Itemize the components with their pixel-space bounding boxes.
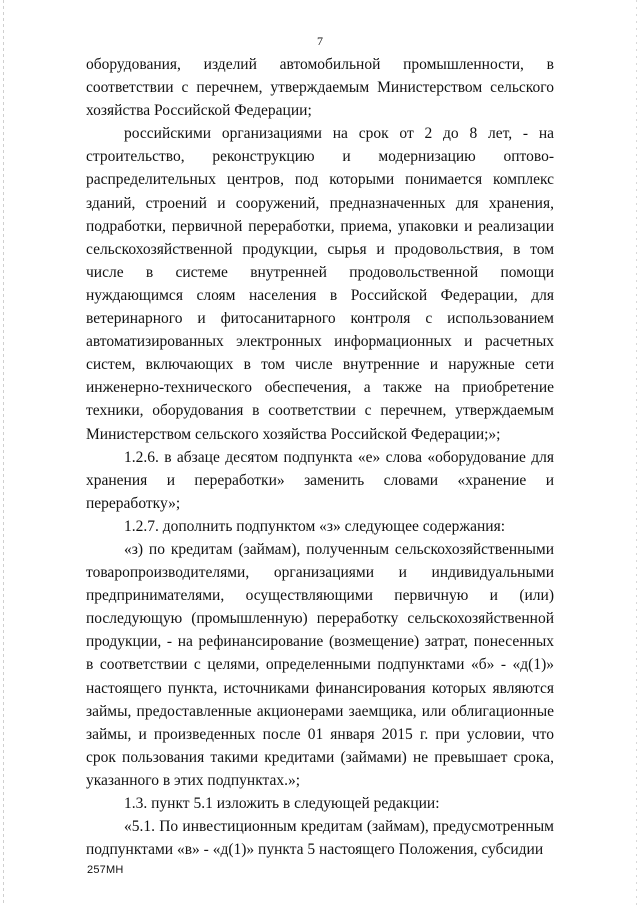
paragraph-continuation: оборудования, изделий автомобильной промышленности, в соответствии с перечнем, утверждаемым Министерством сельского хозяйства Российской Федерации; [86,56,554,120]
paragraph-5-1: «5.1. По инвестиционным кредитам (займам), предусмотренным подпунктами «в» - «д(1)» пункта 5 настоящего Положения, субсидии [86,818,554,859]
paragraph-1-3: 1.3. пункт 5.1 изложить в следующей редакции: [124,795,440,812]
paragraph-subpoint-z: «з) по кредитам (займам), полученным сельскохозяйственными товаропроизводителями, организациями и индивидуальными предпринимателями, осуществляющими первичную и (или) последующую (промышленную) переработку сельскохозяйственной продукции, - на рефинансирование (возмещение) затрат, понесенных в соответствии с целями, определенными подпунктами «б» - «д(1)» настоящего пункта, источниками финансирования которых являются займы, предоставленные акционерами заемщика, или облигационные займы, и произведенных после 01 января 2015 г. при условии, что срок пользования такими кредитами (займами) не превышает срока, указанного в этих подпунктах.»; [86,540,554,789]
document-code: 257МН [87,864,124,876]
paragraph-1-2-6: 1.2.6. в абзаце десятом подпункта «е» слова «оборудование для хранения и переработки» заменить словами «хранение и переработку»; [86,448,554,512]
scan-edge-left [3,0,4,905]
document-body [86,53,554,861]
page-number: 7 [317,34,323,48]
paragraph-1-2-7: 1.2.7. дополнить подпунктом «з» следующее содержания: [124,517,506,535]
scan-edge-right [636,0,637,905]
paragraph-russian-organizations: российскими организациями на срок от 2 до 8 лет, - на строительство, реконструкцию и модернизацию оптово-распределительных центров, под которыми понимается комплекс зданий, строений и сооружений, предназначенных для хранения, подработки, первичной переработки, приема, упаковки и реализации сельскохозяйственной продукции, сырья и продовольствия, в том числе в системе внутренней продовольственной помощи нуждающимся слоям населения в Российской Федерации, для ветеринарного и фитосанитарного контроля с использованием автоматизированных электронных информационных и расчетных систем, включающих в том числе внутренние и наружные сети инженерно-технического обеспечения, а также на приобретение техники, оборудования в соответствии с перечнем, утверждаемым Министерством сельского хозяйства Российской Федерации;»; [86,125,554,443]
